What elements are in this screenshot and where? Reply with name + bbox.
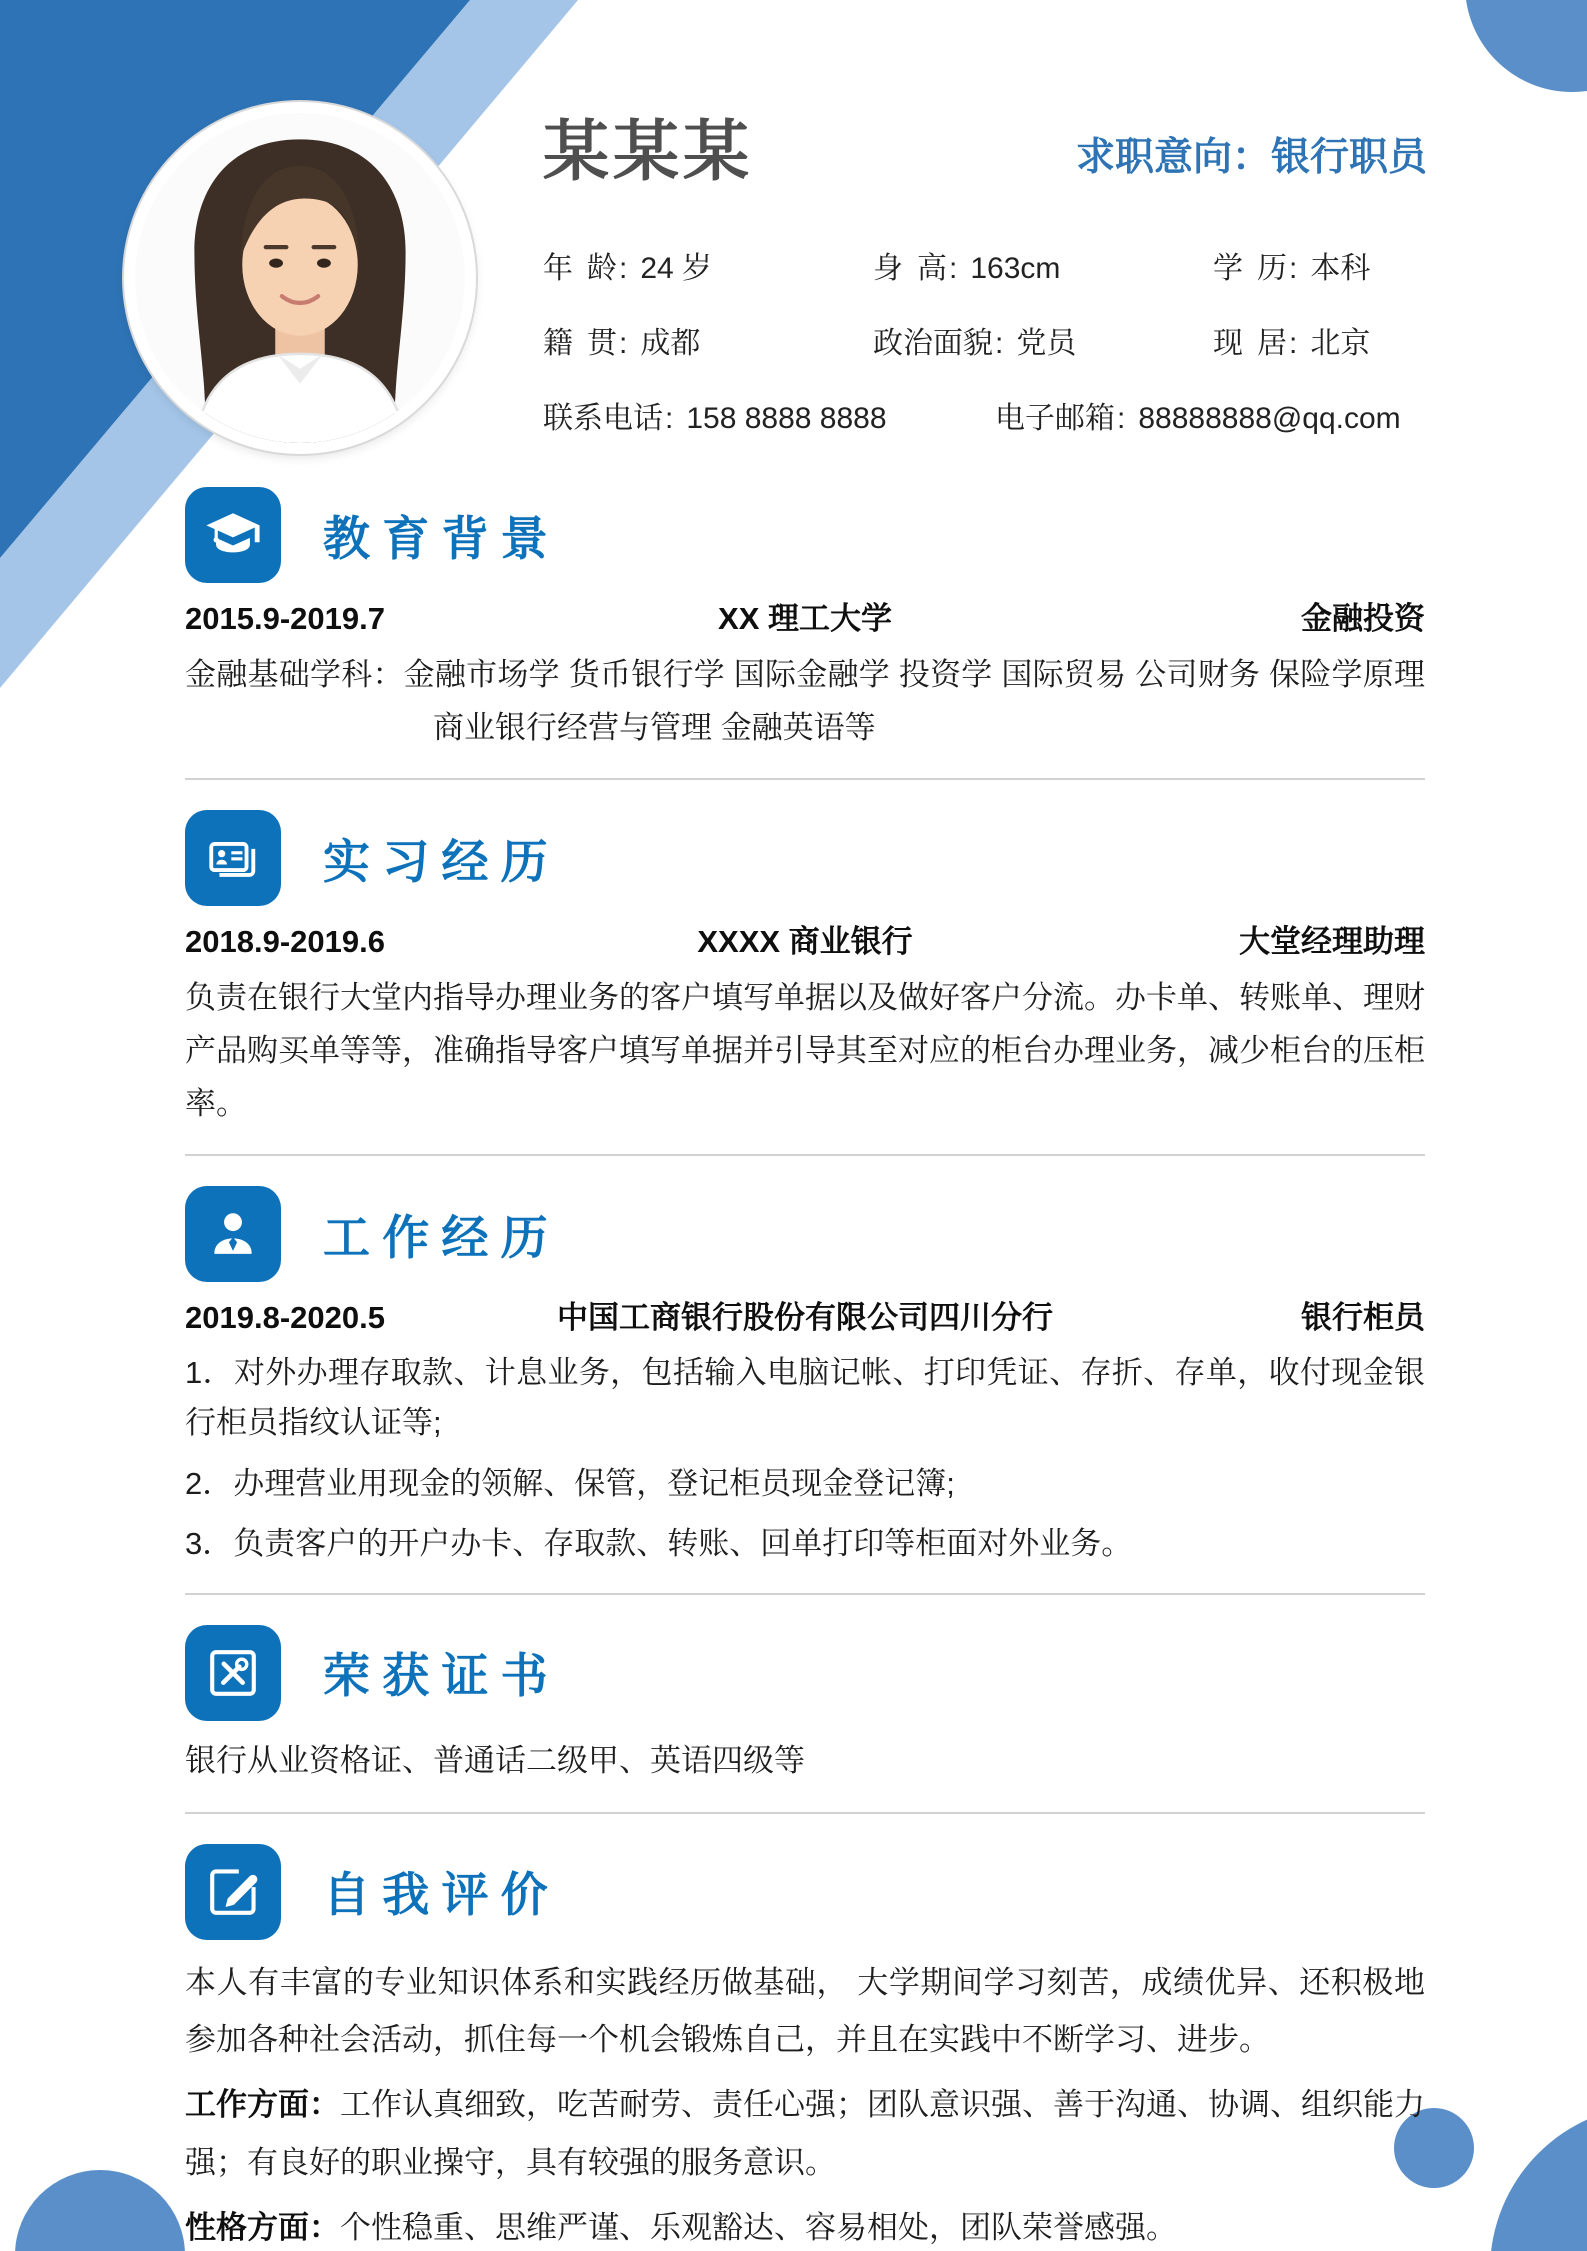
woman-portrait-illustration xyxy=(135,113,465,443)
info-value: 163cm xyxy=(970,252,1061,285)
info-row xyxy=(543,243,1427,287)
person-icon xyxy=(185,1186,281,1282)
section-education xyxy=(185,487,1425,780)
entry-period: 2018.9-2019.6 xyxy=(185,924,385,960)
profile-photo xyxy=(124,102,476,454)
info-colon: : xyxy=(665,402,674,435)
info-value: 24 岁 xyxy=(640,252,713,285)
work-duty-item: 2．办理营业用现金的领解、保管，登记柜员现金登记簿; xyxy=(185,1465,955,1501)
self-evaluation-paragraph xyxy=(185,1954,1425,2069)
candidate-name: 某某某 xyxy=(543,116,753,189)
info-value: 党员 xyxy=(1016,327,1077,360)
info-field-education xyxy=(1213,243,1427,287)
section-internship xyxy=(185,810,1425,1156)
section-self-evaluation xyxy=(185,1844,1425,2251)
entry-organization: XX 理工大学 xyxy=(718,601,892,636)
entry-period: 2015.9-2019.7 xyxy=(185,601,385,636)
certificates-list: 银行从业资格证、普通话二级甲、英语四级等 xyxy=(185,1742,805,1778)
section-header xyxy=(185,1844,1425,1940)
info-colon: : xyxy=(949,252,958,285)
entry-role: 大堂经理助理 xyxy=(1239,924,1425,960)
resume-body xyxy=(185,487,1425,2251)
info-value: 北京 xyxy=(1310,327,1371,360)
info-value: 88888888@qq.com xyxy=(1138,402,1401,435)
info-colon: : xyxy=(619,252,628,285)
section-header xyxy=(185,1625,1425,1721)
self-evaluation-paragraph xyxy=(185,2199,1425,2251)
education-courses: 金融基础学科：金融市场学 货币银行学 国际金融学 投资学 国际贸易 公司财务 保险学原理 商业银行经营与管理 金融英语等 xyxy=(185,657,1425,745)
paragraph-text: 工作认真细致，吃苦耐劳、责任心强；团队意识强、善于沟通、协调、组织能力强；有良好的职业操守，具有较强的服务意识。 xyxy=(185,2087,1425,2180)
pencil-edit-icon xyxy=(185,1844,281,1940)
section-divider xyxy=(185,1593,1425,1595)
info-value: 本科 xyxy=(1310,252,1371,285)
info-field-height xyxy=(873,243,1213,287)
info-label: 政治面貌 xyxy=(873,327,993,360)
info-label: 籍贯 xyxy=(543,327,617,360)
info-row xyxy=(543,393,1427,437)
paragraph-text: 本人有丰富的专业知识体系和实践经历做基础， 大学期间学习刻苦，成绩优异、还积极地参加各种社会活动，抓住每一个机会锻炼自己，并且在实践中不断学习、进步。 xyxy=(185,1964,1425,2057)
section-title: 教育背景 xyxy=(323,511,560,565)
section-title: 实习经历 xyxy=(323,834,560,888)
job-intention: 求职意向：银行职员 xyxy=(1075,136,1427,179)
section-title: 工作经历 xyxy=(323,1210,560,1264)
section-certificates xyxy=(185,1625,1425,1814)
section-header xyxy=(185,810,1425,906)
work-entry xyxy=(185,1296,1425,1340)
info-label: 年龄 xyxy=(543,252,617,285)
info-value: 158 8888 8888 xyxy=(686,402,887,435)
entry-organization: XXXX 商业银行 xyxy=(697,924,913,960)
paragraph-text: 个性稳重、思维严谨、乐观豁达、容易相处，团队荣誉感强。 xyxy=(340,2209,1177,2245)
id-card-icon xyxy=(185,810,281,906)
info-value: 成都 xyxy=(640,327,701,360)
section-title: 自我评价 xyxy=(323,1868,560,1921)
section-divider xyxy=(185,778,1425,780)
info-colon: : xyxy=(1117,402,1126,435)
info-label: 身高 xyxy=(873,252,947,285)
internship-entry xyxy=(185,920,1425,964)
info-field-age xyxy=(543,243,873,287)
education-entry xyxy=(185,597,1425,641)
work-duty-item: 3．负责客户的开户办卡、存取款、转账、回单打印等柜面对外业务。 xyxy=(185,1526,1133,1562)
corner-circle-bottom-left xyxy=(15,2170,185,2251)
section-divider xyxy=(185,1154,1425,1156)
info-row xyxy=(543,318,1427,362)
internship-description: 负责在银行大堂内指导办理业务的客户填写单据以及做好客户分流。办卡单、转账单、理财产品购买单等等，准确指导客户填写单据并引导其至对应的柜台办理业务，减少柜台的压柜率。 xyxy=(185,980,1425,1121)
info-colon: : xyxy=(995,327,1004,360)
info-colon: : xyxy=(1289,252,1298,285)
personal-info xyxy=(543,243,1427,468)
info-field-hometown xyxy=(543,318,873,362)
info-field-phone xyxy=(543,393,995,437)
section-divider xyxy=(185,1812,1425,1814)
work-duty-list xyxy=(185,1348,1425,1568)
paragraph-lead: 性格方面： xyxy=(185,2209,340,2245)
info-label: 学历 xyxy=(1213,252,1287,285)
corner-circle-top-right xyxy=(1465,0,1587,92)
info-label: 联系电话 xyxy=(543,402,663,435)
certificate-tools-icon xyxy=(185,1625,281,1721)
info-field-residence xyxy=(1213,318,1427,362)
info-field-political-status xyxy=(873,318,1213,362)
section-header xyxy=(185,1186,1425,1282)
info-field-email xyxy=(995,393,1427,437)
work-duty-item: 1．对外办理存取款、计息业务，包括输入电脑记帐、打印凭证、存折、存单，收付现金银行柜员指纹认证等; xyxy=(185,1355,1425,1441)
entry-role: 银行柜员 xyxy=(1301,1300,1425,1336)
info-colon: : xyxy=(619,327,628,360)
self-evaluation-paragraph xyxy=(185,2076,1425,2191)
section-header xyxy=(185,487,1425,583)
paragraph-lead: 工作方面： xyxy=(185,2087,340,2123)
section-work xyxy=(185,1186,1425,1594)
entry-role: 金融投资 xyxy=(1301,601,1425,636)
entry-period: 2019.8-2020.5 xyxy=(185,1300,385,1336)
info-label: 电子邮箱 xyxy=(995,402,1115,435)
section-title: 荣获证书 xyxy=(323,1649,560,1703)
corner-circle-bottom-right-large xyxy=(1490,2105,1587,2251)
entry-organization: 中国工商银行股份有限公司四川分行 xyxy=(557,1300,1053,1336)
graduation-cap-icon xyxy=(185,487,281,583)
info-colon: : xyxy=(1289,327,1298,360)
info-label: 现居 xyxy=(1213,327,1287,360)
